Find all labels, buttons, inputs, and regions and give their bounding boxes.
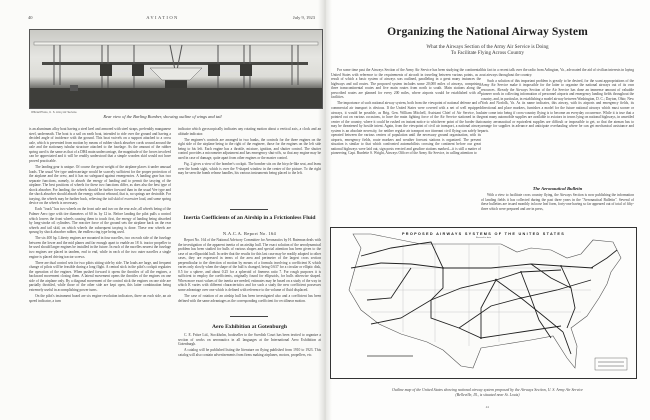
airway-article-column-1 bbox=[331, 68, 481, 193]
us-map-outline bbox=[331, 228, 636, 378]
section-divider bbox=[230, 209, 268, 210]
biplane-illustration bbox=[30, 30, 322, 108]
paragraph: Report No. 164 of the National Advisory Committee for Aeronautics by H. Bateman deals with the investigation of the apparent inertia of an airship hull. The exact solution of the aerodynamical problem has been studied for hulls of various shapes and special attention has been given to the case of an ellipsoidal hull. In order that the results for this last case may be readily adapted to other cases, they are expressed in terms of the area and perimeter of the largest cross section perpendicular to the direction of motion by means of a formula involving a coefficient K which varies only slowly when the shape of the hull is changed, being 0.637 for a circular or elliptic disk, 0.5 for a sphere, and about 0.25 for a spheroid of fineness ratio 7. For rough purposes it is sufficient to employ the coefficients, originally found for ellipsoids, for hulls otherwise shaped. When more exact values of the inertia are needed, estimates may be based on a study of the way in which K varies with different characteristics and for such a study the new coefficient possesses some advantage over one which is defined with reference to the volume of fluid displaced. bbox=[178, 238, 321, 293]
running-title: AVIATION bbox=[146, 15, 179, 20]
map-caption-line-1: Outline map of the United States showing national airway system proposed by the Airways Section, U. S. Army Air Service bbox=[392, 388, 583, 392]
paragraph: For some time past the Airways Section of the Army Air Service has been studying the continental United States with reference to the requirements of aircraft in traveling between various points, as a result of which a basic system of airways was outlined, paralleling in a great many instances the highways and rail routes. The proposed system includes some 20,000 miles of airways, comprising three transcontinental routes and five main routes from north to south. Main stations along the prescribed routes are planned for every 200 miles, where airports would be established with all facilities. bbox=[331, 68, 481, 100]
paragraph: Such a solution of this important problem is greatly to be desired, for the scant appropriations of the Army Air Service make it impossible for the latter to organize the national airways out of its own resources. Already the Airways Section of the Air Service has done an immense amount of valuable pioneer work in collecting information of personnel airports and emergency landing fields throughout the country, and, in particular, in establishing a model airway between Washington, D. C.; Dayton, Ohio; New York and Norfolk, Va. As its name indicates, this airway, with its airports and emergency fields, its directional and place markers, furnishes a model for the future national airways which must sooner or later come into being if cross-country flying is to become an everyday occurrence. While it is true that a great many automobile supplies are available to aviators in towns lying on national highways, in unsettled country aeronautical or equivalent supplies are difficult or impossible to get, so that the airman has to arrange for supplies in advance and anticipate overhauling where he can get mechanical assistance and parts. bbox=[481, 78, 634, 133]
map-legend-box bbox=[595, 358, 627, 370]
paragraph: On the pilot's instrument board are six engine revolution indicators, three on each side, an air speed indicator, a turn bbox=[29, 294, 171, 303]
paragraph: There are dual control sets for two pilots sitting side by side. The loads are large, and frequent change of pilots will be feasible during a long flight. A central stick in the pilot's cockpit regulates the operation of the engines. When pushed forward it opens the throttles of all the engines, a backward movement closing them. A lateral movement opens the throttles of the engines on one side of the airplane only. By a diagonal movement of the control stick the engines on one side are partially throttled, while those of the other side are kept open, this latter combination being extremely useful in accomplishing power turns. bbox=[29, 260, 171, 292]
barling-article-column-1 bbox=[29, 127, 171, 394]
paragraph: Fig. 2 gives a view of the bomber's cockpit. The bomber sits on the bicycle-like seat, and leans over the bomb sight, which is over the V-shaped window in the center of the picture. To the right may be seen the bomb release handles, his various instruments being placed to the left. bbox=[178, 162, 321, 176]
airways-map bbox=[330, 227, 637, 379]
map-caption-line-2: (Belleville, Ill., is situated near St. Louis) bbox=[455, 392, 520, 397]
map-subtitle: Revised to date bbox=[475, 237, 492, 239]
bulletin-heading: The Aeronautical Bulletin bbox=[532, 186, 583, 191]
right-page-number: 41 bbox=[485, 405, 490, 409]
aero-article-body bbox=[178, 333, 321, 367]
aero-article-title: Aero Exhibition at Gotenburgh bbox=[212, 324, 287, 330]
map-title: PROPOSED AIRWAYS SYSTEMS OF THE UNITED STATES bbox=[401, 232, 566, 236]
page-subtitle bbox=[325, 45, 650, 57]
subtitle-line-1: What the Airways Section of the Army Air Service is Doing bbox=[426, 44, 549, 50]
inertia-article-title: Inertia Coefficients of an Airship in a Frictionless Fluid bbox=[183, 215, 316, 221]
paragraph: The engineer's controls are arranged in two banks, the controls for the three engines on the right side of the airplane being to the right of the engineer, those for the engines on the left side being to his left. Each engine has a throttle, mixture, ignition, and shutter control. The shutter control provides a micrometer adjustment and has emergency shut-offs, so that any engine may be used in case of damage, quite apart from other engines or the master control. bbox=[178, 137, 321, 160]
paragraph: C. E. Fritze Ltd., Stockholm, bookseller to the Swedish Court has been invited to organize a section of works on aeronautics in all languages at the International Aero Exhibition at Gotenburgh. bbox=[178, 333, 321, 347]
paragraph: Each "truck" has two wheels on the front axle and two on the rear axle, all wheels being of the Palmer Aero type with tire diameters of 60 in. by 12 in. Before landing the pilot pulls a control which lowers the front wheels causing them to touch first, the energy of landing being absorbed by long-stroke oil cylinders. The reactive force of the ground sets the airplane back on the rear wheels and tail skid, on which wheels the subsequent taxying is done. These rear wheels are sprung by shock absorber rubber, the endless ring type being used. bbox=[29, 207, 171, 235]
bulletin-body bbox=[481, 193, 634, 227]
section-divider bbox=[230, 316, 268, 317]
paragraph: The landing gear is unique. Of course the great weight of the airplane places it under unusual loads. The usual Vee type undercarriage would be scarcely sufficient for the proper protection of the airplane and the crew, and it has no safeguard against emergencies. A landing gear has two separate functions, namely, to absorb the energy of landing and to permit the taxying of the airplane. The best positions of wheels for these two functions differ, as does also the best type of shock absorber. For landing, the wheels should be further forward than in the usual Vee type and the shock absorber should absorb the energy without rebound, that is, no springs are desirable. For taxying, the wheels may be further back, relieving the tail skid of excessive load, and some spring device on the wheels is necessary. bbox=[29, 164, 171, 206]
inertia-article-body bbox=[178, 238, 321, 306]
left-page-number: 40 bbox=[28, 15, 33, 20]
inertia-article-subtitle: N.A.C.A. Report No. 164 bbox=[222, 231, 277, 236]
paragraph: The case of rotation of an airship hull has been investigated also and a coefficient has been defined with the same advantages as the corresponding coefficient for rectilinear motion. bbox=[178, 294, 321, 303]
subtitle-line-2: To Facilitate Flying Across Country bbox=[450, 49, 525, 56]
paragraph: The six 400 hp. Liberty engines are mounted in four nacelles, two on each side of the fuselage between the lower and the mid planes and far enough apart to enable an 18 ft. tractor propeller to be used should larger engines be installed in the future. In each of the nacelles nearest the fuselage two engines are placed in tandem, end to end, while in each of the two outer nacelles a single engine is placed driving tractor screws. bbox=[29, 236, 171, 259]
paragraph: The importance of such national airway system, both from the viewpoint of national defense and of commercial air transport is obvious. If the United States were covered with a net of well equipped airways, it would be possible, as Brig. Gen. William Mitchell, Assistant Chief of Air Service, has pointed out on various occasions, to have the main fighting force of the Air Service stationed in the center of the country, where it could be rushed on instant notice to whichever point of the border that may be threatened by hostile intent. Again, from the viewpoint of civil air transport, a national airway system is an absolute necessity, for neither regular air transport nor itinerant civil flying can safely be operated between the various centers of population until the necessary ground organization, with its airports, emergency fields, route markers and weather forecast stations is organized. The present situation is similar to that which confronted automobilists crossing the continent before our great national highways were laid out, sign posts erected and gasoline stations marked—it is still a matter of pioneering. Capt. Burdette S. Wright, Airways Officer of the Army Air Service, in calling attention to bbox=[331, 101, 481, 156]
barling-article-column-2 bbox=[178, 127, 321, 205]
issue-date: July 9, 1923 bbox=[292, 15, 315, 20]
page-title: Organizing the National Airway System bbox=[387, 25, 588, 38]
paragraph: A catalog will be published listing the literature on flying published from 1910 to 1923. This catalog will also contain advertisements from firms making airplanes, motors, propellers, etc. bbox=[178, 348, 321, 357]
barling-bomber-photo bbox=[29, 29, 323, 109]
paragraph: indicator which gyroscopically indicates any rotating motion about a vertical axis, a clock and an altitude indicator. bbox=[178, 127, 321, 136]
paragraph: With a view to facilitate cross country flying, the Airways Section is now publishing the information of landing fields it has collected during the past three years in the "Aeronautical Bulletin". Several of these bulletins are issued monthly in loose leaf form, forty-one having so far appeared out of total of fifty-three which were prepared and are in press, bbox=[481, 193, 634, 211]
photo-caption: Rear view of the Barling Bomber, showing outline of wings and tail bbox=[103, 114, 222, 119]
map-caption bbox=[325, 388, 650, 397]
paragraph: is an aluminum alloy boat having a steel keel and armored with steel straps, preferably manganese steel, underneath. The boat is a sail on earth boat, intended to ride over the ground and having a decided angle of incidence with the ground. This boat swivels on a support attached to a cross axle, which is prevented from motion by means of rubber shock absorber cords wound around the axle and the stationary tubular structure attached to the fuselage. As the amount of the rubber spring used is the same as that of a DH4 main undercarriage, the magnitude of the forces involved can be appreciated and it will be readily understood that a simple wooden skid would not have proved practicable. bbox=[29, 127, 171, 163]
airway-article-column-2 bbox=[481, 68, 634, 184]
photo-credit: Official Photo, U. S. Army Air Service bbox=[31, 110, 77, 114]
paragraph: this fact in a recent talk over the radio from Arlington, Va., advocated the aid of civilian interests in laying out airways throughout the country. bbox=[481, 68, 634, 77]
